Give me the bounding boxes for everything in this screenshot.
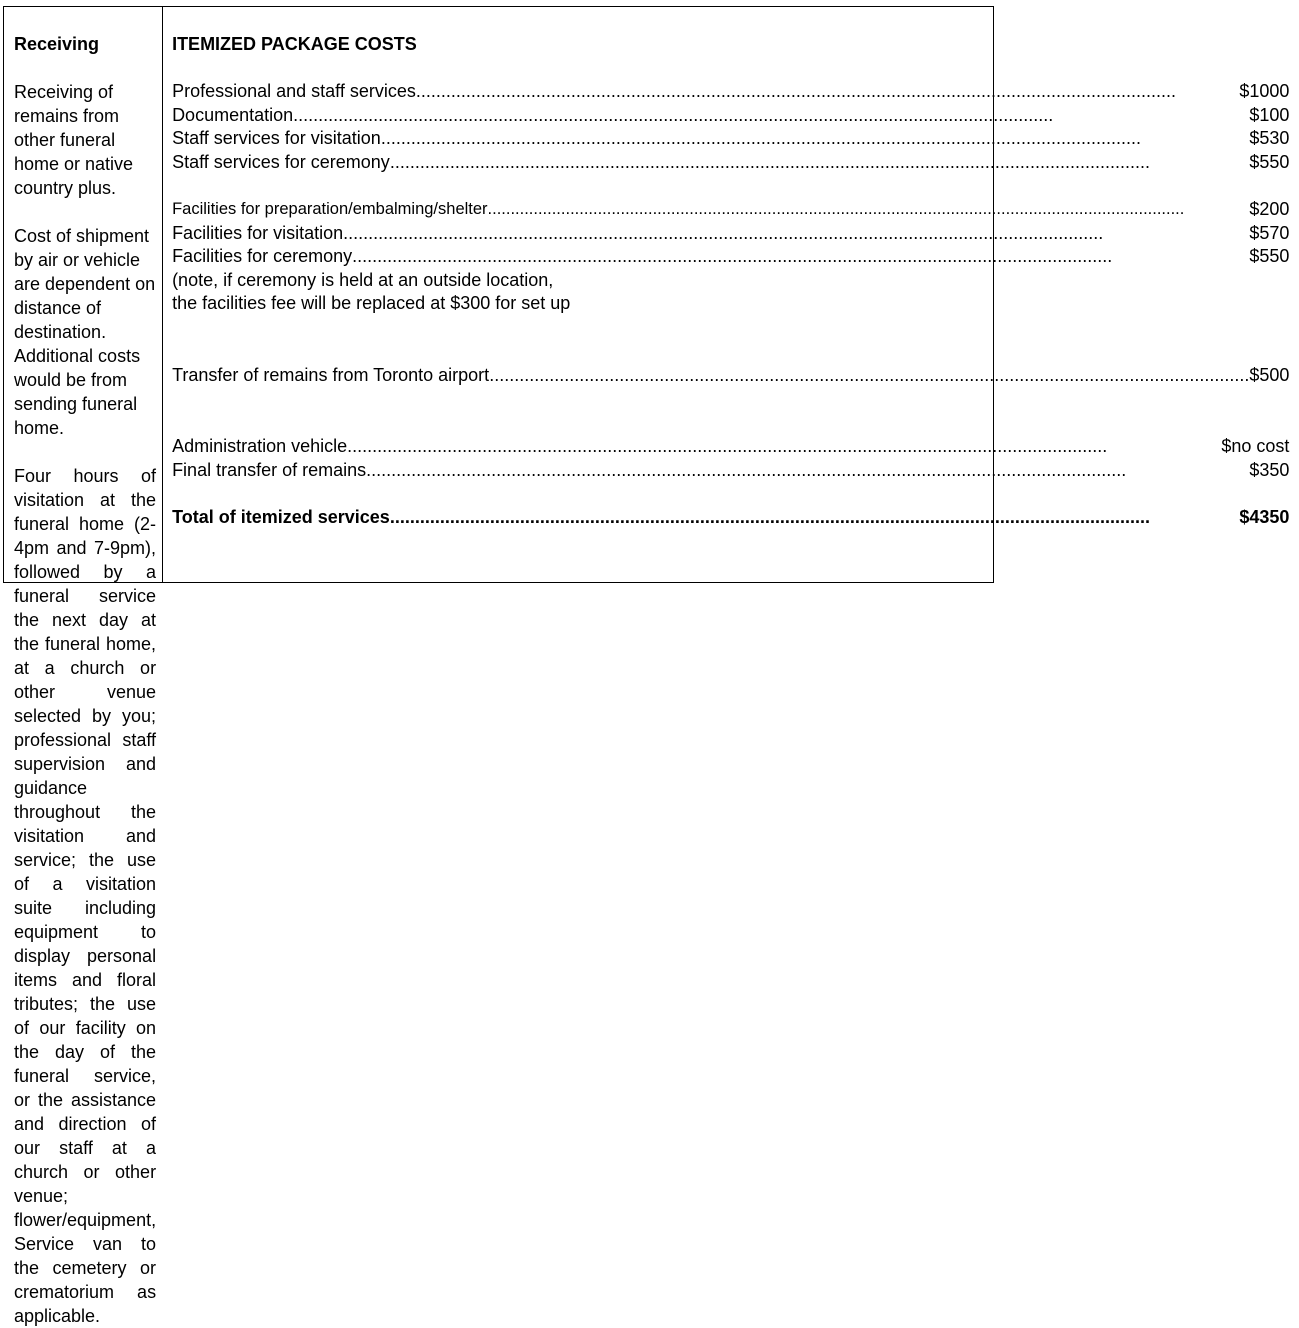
cost-amount: $350 [1249,459,1290,480]
cost-amount: $200 [1249,199,1290,220]
cost-label: Facilities for visitation [172,222,344,243]
cost-amount: $1000 [1239,81,1290,102]
staff-services-group [172,80,1289,174]
cost-line-documentation [172,104,1289,128]
facilities-group [172,198,1289,316]
cost-amount: $530 [1249,128,1290,149]
cost-label: Transfer of remains from Toronto airport [172,364,490,385]
receiving-heading: Receiving [14,34,100,54]
receiving-paragraph-1: Receiving of remains from other funeral home or native country plus. [14,82,134,199]
cost-label: Staff services for visitation [172,128,381,149]
cost-amount: $100 [1249,104,1290,125]
total-amount: $4350 [1239,507,1290,528]
vehicle-group [172,435,1289,482]
receiving-column [4,7,163,1327]
cost-amount: $550 [1249,151,1290,172]
cost-label: Administration vehicle [172,436,348,457]
cost-line-transfer-airport [172,364,1289,388]
visitation-paragraph: Four hours of visitation at the funeral home (2-4pm and 7-9pm), followed by a funeral service the next day at the funeral home, at a church or other venue selected by you; professional staff supervision and guidance throughout the visitation and service; the use of a visitation suite including equipment to display personal items and floral tributes; the use of our facility on the day of the funeral service, or the assistance and direction of our staff at a church or other venue; flower/equipment, Service van to the cemetery or crematorium as applicable. [14,466,157,1327]
itemized-costs-column [163,7,1299,582]
cost-amount: $no cost [1221,436,1290,457]
cost-table [3,6,1290,1327]
cost-line-professional [172,80,1289,104]
cost-amount: $500 [1249,364,1290,385]
itemized-heading: ITEMIZED PACKAGE COSTS [172,34,417,54]
total-label: Total of itemized services [172,507,390,528]
cost-line-administration-vehicle [172,435,1289,459]
cost-line-staff-ceremony [172,151,1289,175]
cost-line-final-transfer [172,459,1289,483]
cost-label: Facilities for preparation/embalming/shelter [172,200,488,219]
cost-line-facilities-preparation [172,198,1289,222]
cost-label: Staff services for ceremony [172,151,390,172]
facilities-note-line-2: the facilities fee will be replaced at $300 for set up [172,293,571,314]
cost-label: Professional and staff services [172,81,416,102]
cost-line-facilities-ceremony [172,245,1289,269]
cost-label: Facilities for ceremony [172,246,353,267]
cost-amount: $570 [1249,222,1290,243]
cost-line-facilities-visitation [172,222,1289,246]
cost-amount: $550 [1249,246,1290,267]
cost-label: Final transfer of remains [172,459,367,480]
facilities-note-line-1: (note, if ceremony is held at an outside location, [172,269,554,290]
shipment-paragraph: Cost of shipment by air or vehicle are dependent on distance of destination. Additional costs would be from sending funeral home. [14,226,156,439]
total-itemized-services [172,506,1289,530]
cost-line-staff-visitation [172,127,1289,151]
cost-label: Documentation [172,104,294,125]
